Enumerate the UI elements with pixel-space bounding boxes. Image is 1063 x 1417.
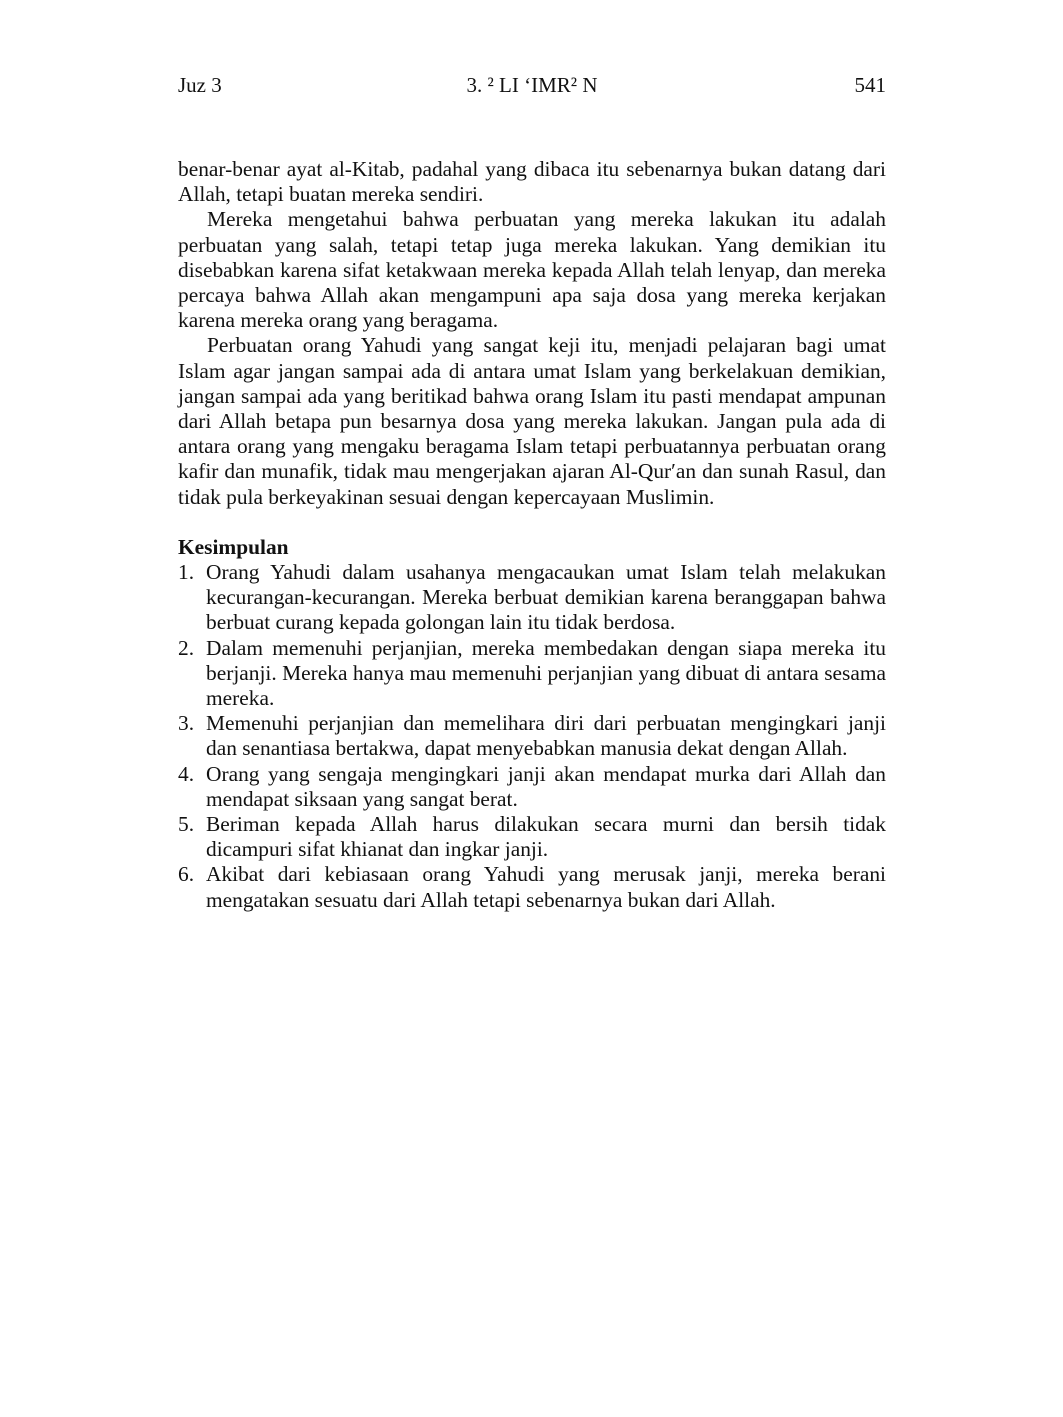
list-item-text: Memenuhi perjanjian dan memelihara diri dari perbuatan mengingkari janji dan senantiasa bertakwa, dapat menyebabkan manusia dekat dengan Allah. (206, 711, 886, 761)
document-page (178, 70, 886, 913)
list-item-number: 1. (178, 560, 195, 585)
list-item (178, 762, 886, 812)
list-item (178, 560, 886, 636)
list-item-text: Orang yang sengaja mengingkari janji akan mendapat murka dari Allah dan mendapat siksaan yang sangat berat. (206, 761, 886, 811)
list-item (178, 636, 886, 712)
list-item (178, 711, 886, 761)
list-item-text: Dalam memenuhi perjanjian, mereka membedakan dengan siapa mereka itu berjanji. Mereka hanya mau memenuhi perjanjian yang dibuat di antara sesama mereka. (206, 635, 886, 711)
header-juz: Juz 3 (178, 73, 222, 97)
paragraph: Mereka mengetahui bahwa perbuatan yang mereka lakukan itu adalah perbuatan yang salah, tetapi tetap juga mereka lakukan. Yang demikian itu disebabkan karena sifat ketakwaan mereka kepada Allah telah lenyap, dan mereka percaya bahwa Allah akan mengampuni apa saja dosa yang mereka kerjakan karena mereka orang yang beragama. (178, 207, 886, 333)
paragraph-continuation: benar-benar ayat al-Kitab, padahal yang dibaca itu sebenarnya bukan datang dari Allah, tetapi buatan mereka sendiri. (178, 157, 886, 207)
page-number: 541 (854, 73, 886, 97)
paragraph: Perbuatan orang Yahudi yang sangat keji itu, menjadi pelajaran bagi umat Islam agar jangan sampai ada di antara umat Islam yang berkelakuan demikian, jangan sampai ada yang beritikad bahwa orang Islam itu pasti mendapat ampunan dari Allah betapa pun besarnya dosa yang mereka lakukan. Jangan pula ada di antara orang yang mengaku beragama Islam tetapi perbuatannya perbuatan orang kafir dan munafik, tidak mau mengerjakan ajaran Al-Qur′an dan sunah Rasul, dan tidak pula berkeyakinan sesuai dengan kepercayaan Muslimin. (178, 333, 886, 509)
list-item-text: Akibat dari kebiasaan orang Yahudi yang merusak janji, mereka berani mengatakan sesuatu dari Allah tetapi sebenarnya bukan dari Allah. (206, 862, 886, 912)
list-item-text: Orang Yahudi dalam usahanya mengacaukan umat Islam telah melakukan kecurangan-kecurangan. Mereka berbuat demikian karena beranggapan bahwa berbuat curang kepada golongan lain itu tidak berdosa. (206, 560, 886, 635)
running-header (178, 70, 886, 100)
list-item (178, 862, 886, 912)
list-item-number: 4. (178, 761, 195, 786)
header-surah-title: 3. ² LI ‘IMR² N (466, 73, 598, 97)
body-text (178, 157, 886, 510)
section-heading: Kesimpulan (178, 534, 289, 559)
list-item-text: Beriman kepada Allah harus dilakukan secara murni dan bersih tidak dicampuri sifat khianat dan ingkar janji. (206, 812, 886, 862)
conclusion-list (178, 560, 886, 913)
list-item-number: 2. (178, 635, 195, 660)
list-item-number: 5. (178, 812, 195, 837)
list-item-number: 3. (178, 711, 195, 736)
list-item-number: 6. (178, 862, 195, 887)
list-item (178, 812, 886, 862)
